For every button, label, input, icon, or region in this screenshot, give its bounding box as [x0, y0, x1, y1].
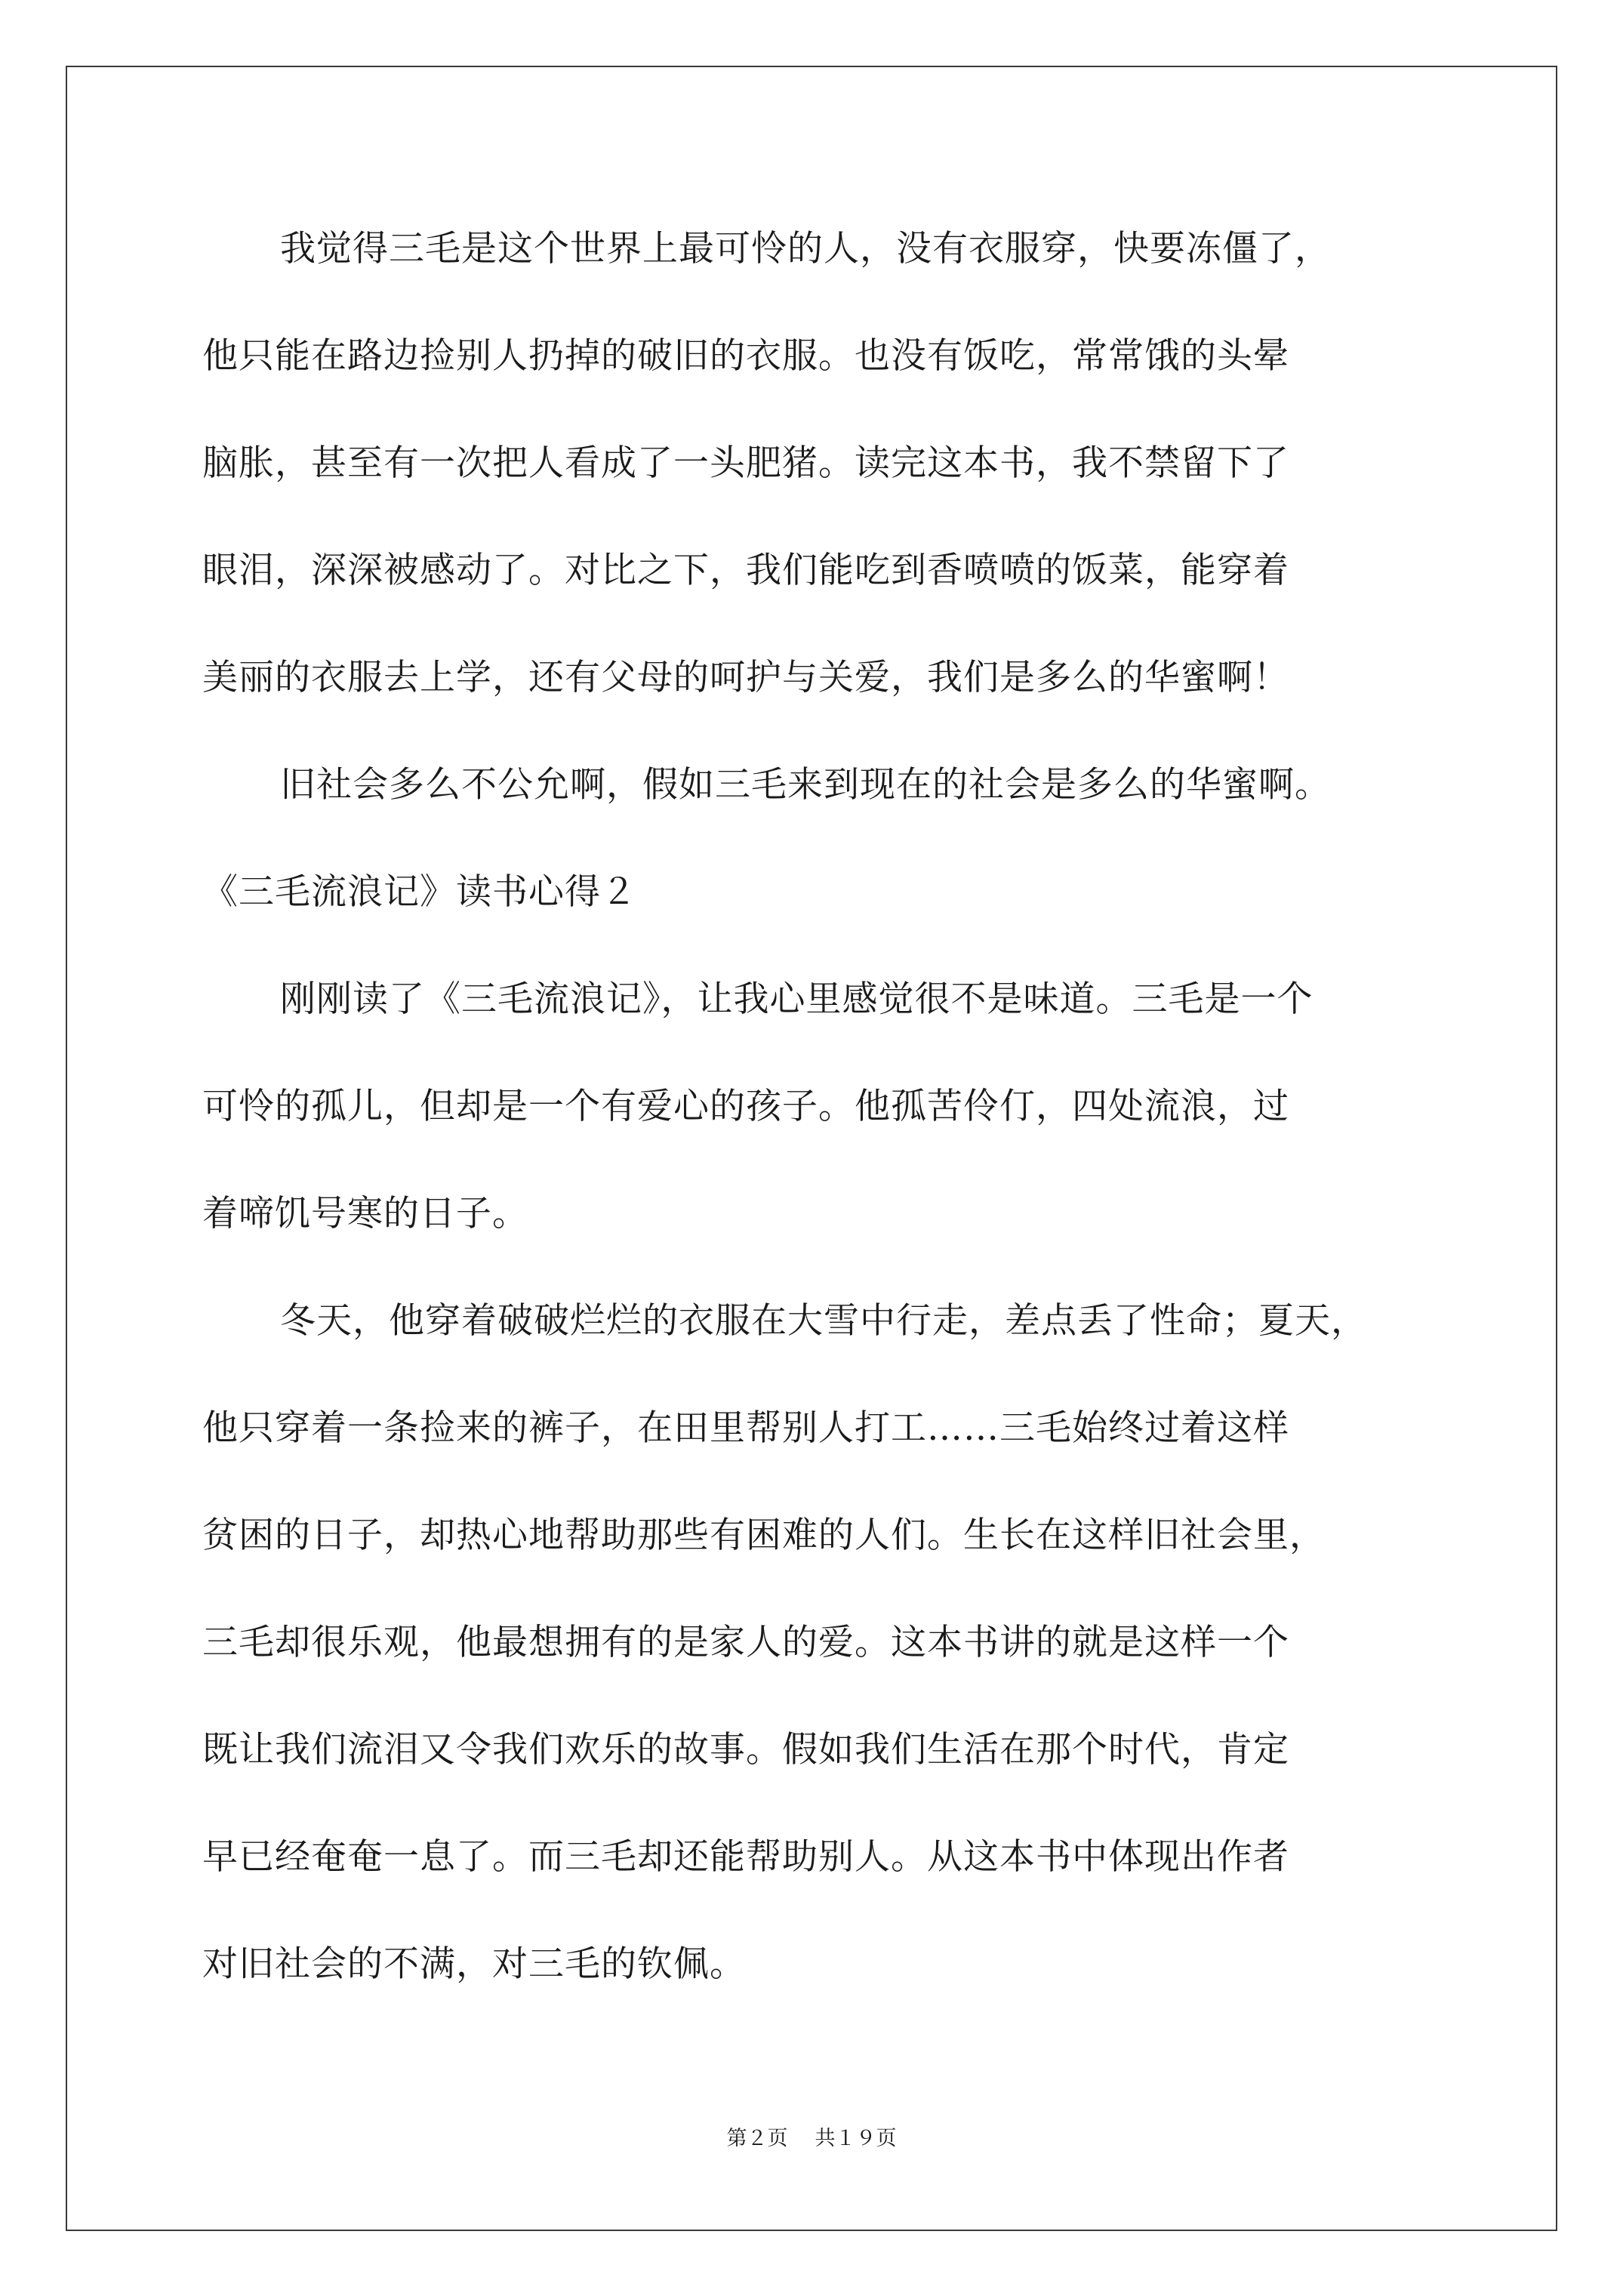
text-line: 着啼饥号寒的日子。 [202, 1193, 528, 1234]
text-line: 冬天，他穿着破破烂烂的衣服在大雪中行走，差点丢了性命；夏天， [280, 1300, 1367, 1342]
text-line: 可怜的孤儿，但却是一个有爱心的孩子。他孤苦伶仃，四处流浪，过 [202, 1086, 1289, 1127]
text-line: 三毛却很乐观，他最想拥有的是家人的爱。这本书讲的就是这样一个 [202, 1622, 1289, 1663]
page-number: 第２页 [726, 2127, 788, 2150]
section-heading: 《三毛流浪记》读书心得２ [202, 871, 637, 913]
page-footer [0, 2122, 1623, 2151]
text-line: 他只能在路边捡别人扔掉的破旧的衣服。也没有饭吃，常常饿的头晕 [202, 335, 1289, 377]
text-line: 脑胀，甚至有一次把人看成了一头肥猪。读完这本书，我不禁留下了 [202, 442, 1289, 484]
document-body [202, 215, 1433, 2038]
text-line: 我觉得三毛是这个世界上最可怜的人，没有衣服穿，快要冻僵了， [280, 228, 1331, 270]
text-line: 眼泪，深深被感动了。对比之下，我们能吃到香喷喷的饭菜，能穿着 [202, 550, 1289, 591]
text-line: 他只穿着一条捡来的裤子，在田里帮别人打工……三毛始终过着这样 [202, 1407, 1289, 1449]
text-line: 早已经奄奄一息了。而三毛却还能帮助别人。从这本书中体现出作者 [202, 1836, 1289, 1878]
text-line: 刚刚读了《三毛流浪记》，让我心里感觉很不是味道。三毛是一个 [280, 978, 1313, 1020]
text-line: 既让我们流泪又令我们欢乐的故事。假如我们生活在那个时代，肯定 [202, 1729, 1289, 1771]
text-line: 旧社会多么不公允啊，假如三毛来到现在的社会是多么的华蜜啊。 [280, 764, 1331, 806]
text-line: 贫困的日子，却热心地帮助那些有困难的人们。生长在这样旧社会里， [202, 1515, 1326, 1556]
page-total: 共１９页 [815, 2127, 897, 2150]
text-line: 美丽的衣服去上学，还有父母的呵护与关爱，我们是多么的华蜜啊！ [202, 657, 1289, 698]
text-line: 对旧社会的不满，对三毛的钦佩。 [202, 1943, 746, 1985]
